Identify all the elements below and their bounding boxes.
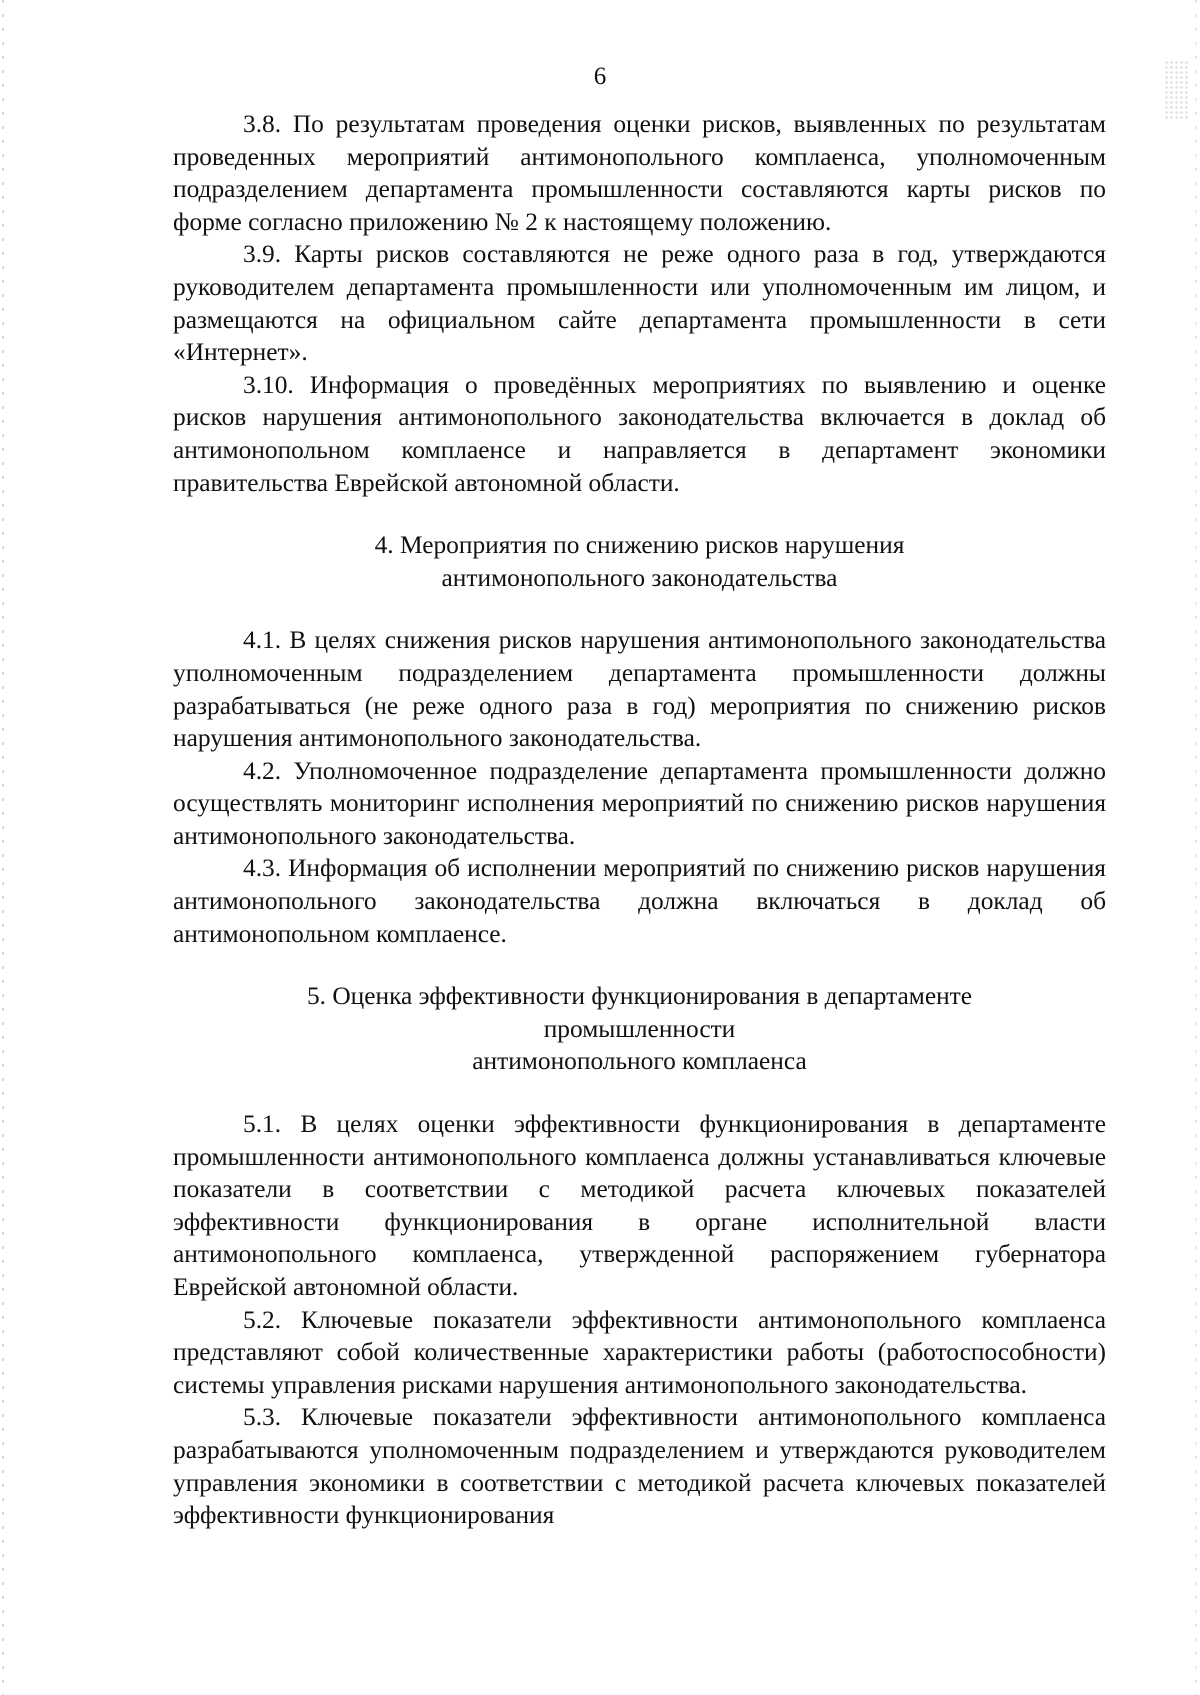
- scan-edge-right: [1195, 0, 1197, 1695]
- section-heading-line: 4. Мероприятия по снижению рисков нарушения: [374, 531, 905, 560]
- paragraph: 4.2. Уполномоченное подразделение департамента промышленности должно осуществлять мониторинг исполнения мероприятий по снижению рисков нарушения антимонопольного законодательства.: [173, 756, 1106, 850]
- page-number: 6: [593, 63, 607, 90]
- scan-edge-left: [2, 0, 4, 1695]
- paragraph: 5.2. Ключевые показатели эффективности антимонопольного комплаенса представляют собой количественные характеристики работы (работоспособности) системы управления рисками нарушения антимонопольного законодательства.: [173, 1305, 1106, 1399]
- paragraph: 3.9. Карты рисков составляются не реже одного раза в год, утверждаются руководителем департамента промышленности или уполномоченным им лицом, и размещаются на официальном сайте департамента промышленности в сети «Интернет».: [173, 240, 1106, 367]
- paragraph: 5.1. В целях оценки эффективности функционирования в департаменте промышленности антимонопольного комплаенса должны устанавливаться ключевые показатели в соответствии с методикой расчета ключевых показателей эффективности функционирования в органе исполнительной власти антимонопольного комплаенса, утвержденной распоряжением губернатора Еврейской автономной области.: [173, 1110, 1106, 1301]
- paragraph: 3.10. Информация о проведённых мероприятиях по выявлению и оценке рисков нарушения антимонопольного законодательства включается в доклад об антимонопольном комплаенсе и направляется в департамент экономики правительства Еврейской автономной области.: [173, 370, 1106, 497]
- section-heading-line: антимонопольного законодательства: [441, 563, 838, 592]
- section-heading-line: промышленности: [543, 1014, 736, 1043]
- paragraph: 5.3. Ключевые показатели эффективности антимонопольного комплаенса разрабатываются уполномоченным подразделением и утверждаются руководителем управления экономики в соответствии с методикой расчета ключевых показателей эффективности функционирования: [173, 1403, 1106, 1530]
- paragraph: 4.1. В целях снижения рисков нарушения антимонопольного законодательства уполномоченным подразделением департамента промышленности должны разрабатываться (не реже одного раза в год) мероприятия по снижению рисков нарушения антимонопольного законодательства.: [173, 626, 1106, 753]
- paragraph: 4.3. Информация об исполнении мероприятий по снижению рисков нарушения антимонопольного законодательства должна включаться в доклад об антимонопольном комплаенсе.: [173, 854, 1106, 948]
- section-heading: [173, 980, 1106, 1078]
- section-heading: [173, 529, 1106, 594]
- section-heading-line: 5. Оценка эффективности функционирования в департаменте: [306, 982, 973, 1011]
- section-heading-line: антимонопольного комплаенса: [472, 1047, 807, 1076]
- paragraph: 3.8. По результатам проведения оценки рисков, выявленных по результатам проведенных мероприятий антимонопольного комплаенса, уполномоченным подразделением департамента промышленности составляются карты рисков по форме согласно приложению № 2 к настоящему положению.: [173, 110, 1106, 236]
- document-body: [173, 108, 1106, 1532]
